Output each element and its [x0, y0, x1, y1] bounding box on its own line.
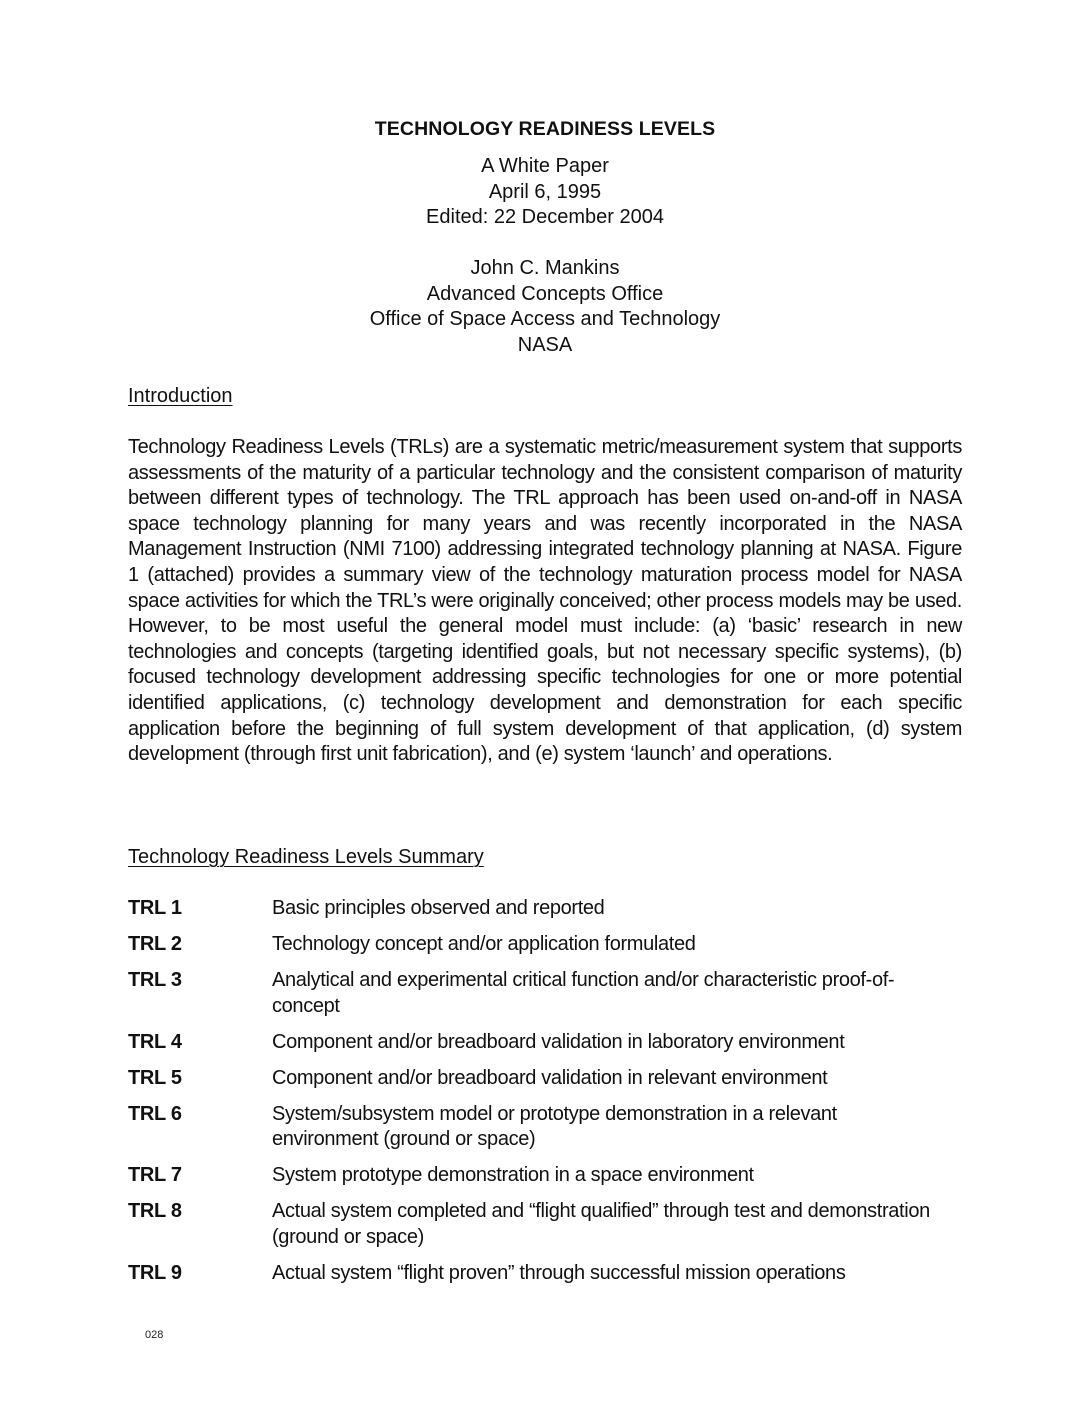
trl-description: Component and/or breadboard validation in relevant environment	[272, 1066, 828, 1089]
introduction-heading: Introduction	[128, 385, 233, 407]
trl-description: Actual system completed and “flight qualified” through test and demonstration (ground or space)	[272, 1200, 930, 1248]
trl-description: System/subsystem model or prototype demonstration in a relevant environment (ground or space)	[272, 1102, 837, 1150]
trl-row-6	[128, 1102, 962, 1153]
trl-row-5	[128, 1066, 962, 1092]
document-subtitle-block	[128, 154, 962, 231]
trl-description: System prototype demonstration in a space environment	[272, 1164, 754, 1186]
trl-row-9	[128, 1261, 962, 1287]
trl-description: Actual system “flight proven” through successful mission operations	[272, 1261, 846, 1284]
trl-label: TRL 3	[128, 969, 182, 991]
trl-description: Technology concept and/or application formulated	[272, 933, 696, 955]
trl-summary-list	[128, 896, 962, 1297]
author-name: John C. Mankins	[470, 257, 620, 279]
page-number: 028	[145, 1329, 164, 1341]
summary-heading: Technology Readiness Levels Summary	[128, 846, 484, 868]
author-block	[128, 256, 962, 358]
trl-row-1	[128, 896, 962, 922]
trl-row-3	[128, 968, 962, 1019]
trl-label: TRL 8	[128, 1200, 182, 1222]
author-office: Advanced Concepts Office	[426, 282, 664, 305]
trl-row-8	[128, 1199, 962, 1250]
document-title: TECHNOLOGY READINESS LEVELS	[374, 118, 716, 140]
trl-label: TRL 4	[128, 1030, 182, 1053]
trl-description: Component and/or breadboard validation in laboratory environment	[272, 1030, 845, 1053]
trl-label: TRL 9	[128, 1261, 182, 1284]
document-type: A White Paper	[481, 155, 609, 177]
trl-label: TRL 1	[128, 897, 182, 919]
introduction-paragraph: Technology Readiness Levels (TRLs) are a systematic metric/measurement system that supports assessments of the maturity of a particular technology and the consistent comparison of maturity between different types of technology. The TRL approach has been used on-and-off in NASA space technology planning for many years and was recently incorporated in the NASA Management Instruction (NMI 7100) addressing integrated technology planning at NASA. Figure 1 (attached) provides a summary view of the technology maturation process model for NASA space activities for which the TRL’s were originally conceived; other process models may be used. However, to be most useful the general model must include: (a) ‘basic’ research in new technologies and concepts (targeting identified goals, but not necessary specific systems), (b) focused technology development addressing specific technologies for one or more potential identified applications, (c) technology development and demonstration for each specific application before the beginning of full system development of that application, (d) system development (through first unit fabrication), and (e) system ‘launch’ and operations.	[128, 436, 962, 766]
trl-label: TRL 5	[128, 1066, 182, 1089]
trl-row-7	[128, 1163, 962, 1189]
trl-description: Analytical and experimental critical function and/or characteristic proof-of-concept	[272, 969, 895, 1017]
trl-label: TRL 2	[128, 933, 182, 955]
author-organization: NASA	[517, 333, 573, 356]
trl-label: TRL 7	[128, 1164, 182, 1186]
trl-row-4	[128, 1030, 962, 1056]
trl-label: TRL 6	[128, 1102, 182, 1125]
trl-description: Basic principles observed and reported	[272, 897, 605, 919]
trl-row-2	[128, 932, 962, 958]
original-date: April 6, 1995	[488, 180, 602, 203]
author-department: Office of Space Access and Technology	[369, 308, 721, 330]
edited-date: Edited: 22 December 2004	[426, 206, 664, 228]
